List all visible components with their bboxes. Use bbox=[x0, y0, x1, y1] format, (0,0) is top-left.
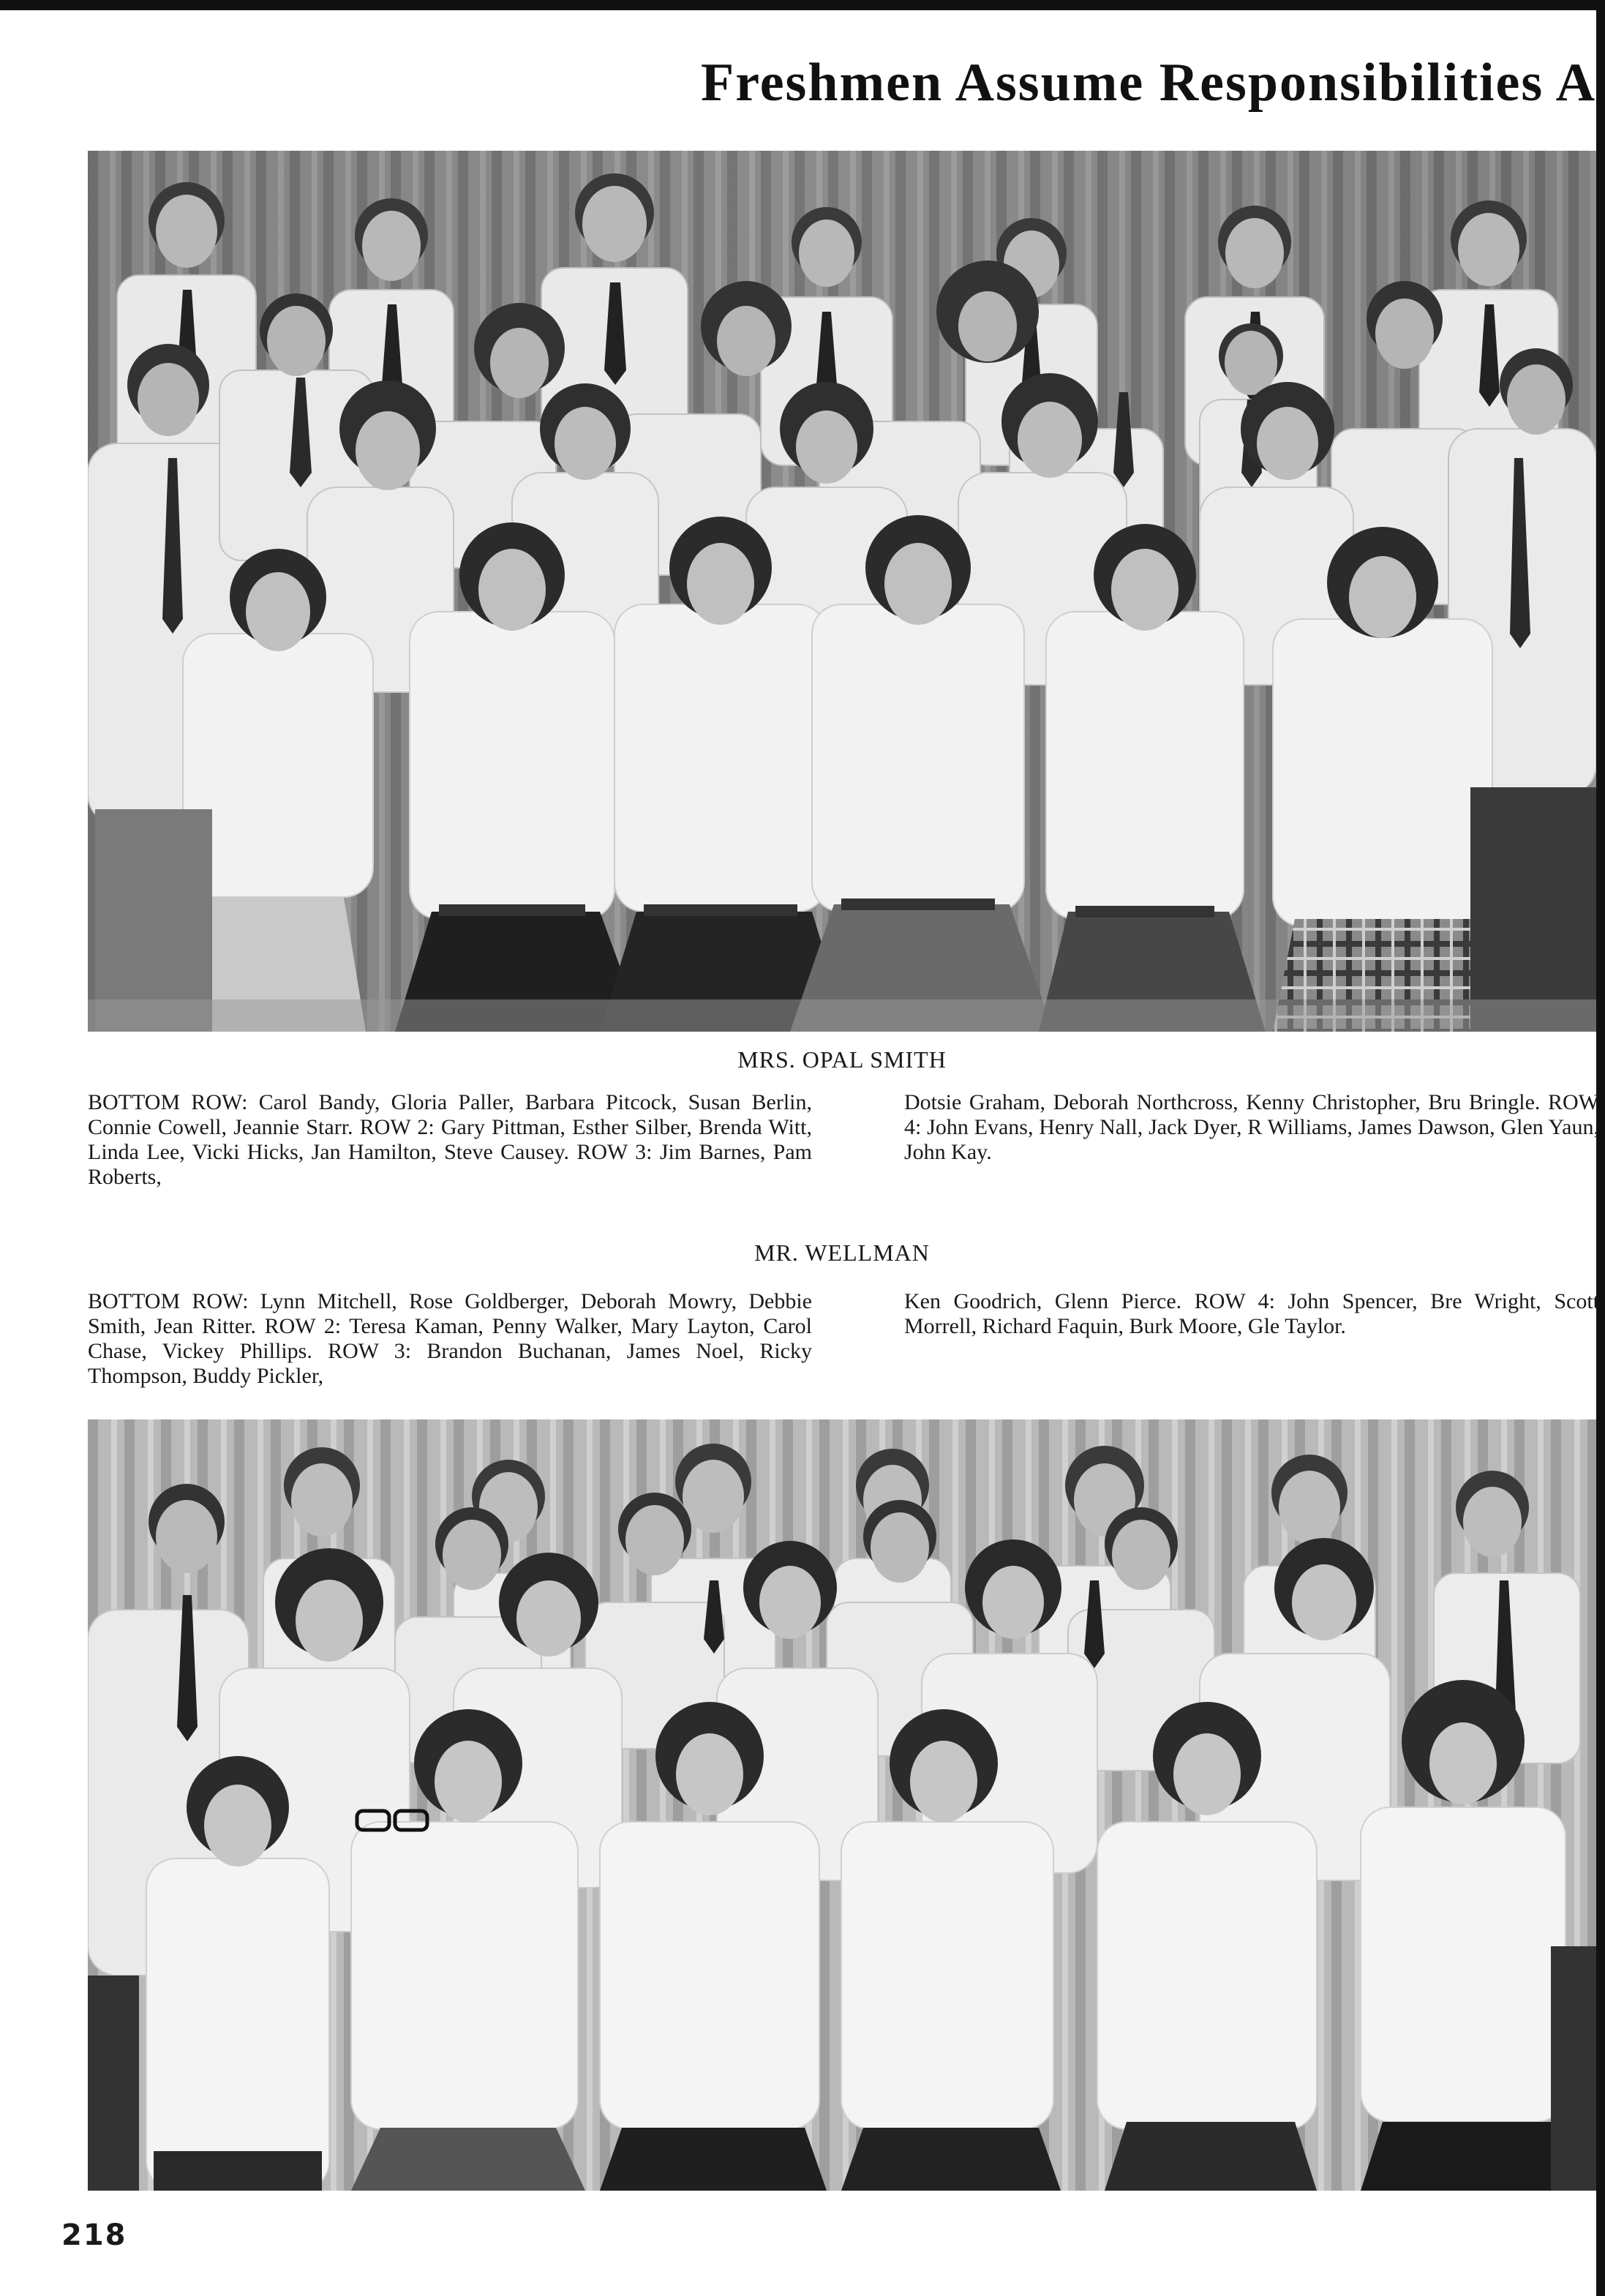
group-photo-smith bbox=[88, 151, 1596, 1032]
caption-wellman-left: BOTTOM ROW: Lynn Mitchell, Rose Goldberger, Deborah Mowry, Debbie Smith, Jean Ritter. ROW 2: Teresa Kaman, Penny Walker, Mary Layton, Carol Chase, Vickey Phillips. ROW 3: Brandon Buchanan, James Noel, Ricky Thompson, Buddy Pickler, bbox=[88, 1289, 812, 1388]
homeroom-teacher-smith: MRS. OPAL SMITH bbox=[737, 1046, 947, 1073]
page-top-border bbox=[0, 0, 1605, 10]
caption-smith-left: BOTTOM ROW: Carol Bandy, Gloria Paller, Barbara Pitcock, Susan Berlin, Connie Cowell, Jeannie Starr. ROW 2: Gary Pittman, Esther Silber, Brenda Witt, Linda Lee, Vicki Hicks, Jan Hamilton, Steve Causey. ROW 3: Jim Barnes, Pam Roberts, bbox=[88, 1090, 812, 1189]
homeroom-teacher-wellman: MR. WELLMAN bbox=[754, 1239, 930, 1266]
caption-wellman-right: Ken Goodrich, Glenn Pierce. ROW 4: John Spencer, Bre Wright, Scott Morrell, Richard Faquin, Burk Moore, Gle Taylor. bbox=[904, 1289, 1599, 1338]
caption-smith-right: Dotsie Graham, Deborah Northcross, Kenny Christopher, Bru Bringle. ROW 4: John Evans, Henry Nall, Jack Dyer, R Williams, James Dawson, Glen Yaun, John Kay. bbox=[904, 1090, 1599, 1164]
group-photo-wellman bbox=[88, 1419, 1596, 2191]
page-number: 218 bbox=[61, 2218, 127, 2252]
page-title: Freshmen Assume Responsibilities A bbox=[701, 53, 1597, 113]
group-photo-smith-image bbox=[88, 151, 1596, 1032]
group-photo-wellman-image bbox=[88, 1419, 1596, 2191]
